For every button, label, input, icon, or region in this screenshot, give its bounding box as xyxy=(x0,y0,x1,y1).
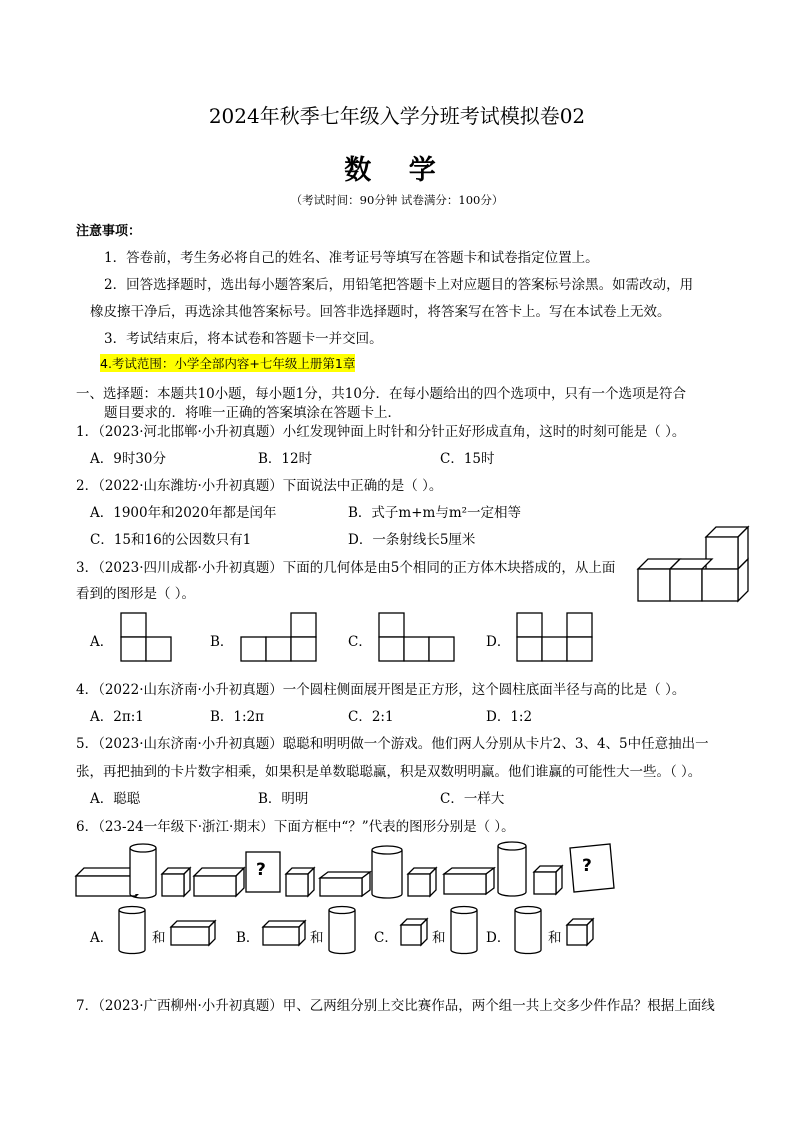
q3-cube-solid-figure xyxy=(638,527,752,607)
q6-option-b-and: 和 xyxy=(310,930,324,946)
q6-option-c-label: C． xyxy=(374,930,398,946)
q6-option-d-label: D． xyxy=(486,930,511,946)
q6-option-a-and: 和 xyxy=(152,930,166,946)
cuboid-shape xyxy=(444,868,494,894)
q3-option-a-label: A． xyxy=(90,634,114,650)
q7-stem: 7．（2023·广西柳州·小升初真题）甲、乙两组分别上交比赛作品，两个组一共上交多少件作品？根据上面线 xyxy=(76,998,715,1014)
q3-option-b-figure xyxy=(240,612,318,662)
question-mark-2: ? xyxy=(582,856,592,876)
q6-option-c-cylinder xyxy=(450,906,480,956)
cuboid-shape xyxy=(320,872,370,896)
q6-option-d-cylinder xyxy=(514,906,544,956)
q5-option-a: A．聪聪 xyxy=(90,791,141,807)
q3-stem-line-2: 看到的图形是（ ）。 xyxy=(76,586,196,602)
notice-item-2-line-2: 橡皮擦干净后，再选涂其他答案标号。回答非选择题时，将答案写在答卡上。写在本试卷上无效。 xyxy=(90,304,671,320)
q6-option-d-and: 和 xyxy=(548,930,562,946)
exam-info: （考试时间：90分钟 试卷满分：100分） xyxy=(290,193,504,207)
q1-stem: 1．（2023·河北邯郸·小升初真题）小红发现钟面上时针和分针正好形成直角，这时的时刻可能是（ ）。 xyxy=(76,424,686,440)
q6-shape-sequence xyxy=(74,842,622,900)
notice-item-4-exam-scope: 4.考试范围：小学全部内容+七年级上册第1章 xyxy=(100,356,356,371)
notice-item-3: 3．考试结束后，将本试卷和答题卡一并交回。 xyxy=(104,331,383,347)
q5-option-c: C．一样大 xyxy=(440,791,505,807)
cube-shape xyxy=(408,868,436,896)
q3-option-c-figure xyxy=(378,612,456,662)
q2-option-b: B．式子m+m与m²一定相等 xyxy=(348,505,522,521)
q3-option-b-label: B． xyxy=(210,634,234,650)
q6-option-c-and: 和 xyxy=(432,930,446,946)
q3-stem-line-1: 3．（2023·四川成都·小升初真题）下面的几何体是由5个相同的正方体木块搭成的，从上面 xyxy=(76,560,616,576)
cube-shape xyxy=(162,868,190,896)
notice-heading: 注意事项： xyxy=(76,224,142,239)
q3-option-a-figure xyxy=(120,612,172,662)
q6-stem: 6．（23-24一年级下·浙江·期末）下面方框中“？”代表的图形分别是（ ）。 xyxy=(76,819,515,835)
q4-stem: 4．（2022·山东济南·小升初真题）一个圆柱侧面展开图是正方形，这个圆柱底面半径与高的比是（ ）。 xyxy=(76,682,686,698)
q5-option-b: B．明明 xyxy=(258,791,309,807)
q2-option-d: D．一条射线长5厘米 xyxy=(348,532,476,548)
exam-title: 2024年秋季七年级入学分班考试模拟卷02 xyxy=(208,104,586,128)
q2-option-a: A．1900年和2020年都是闰年 xyxy=(90,505,277,521)
cylinder-shape xyxy=(130,844,156,898)
q6-option-b-cuboid xyxy=(262,920,308,946)
q6-option-b-cylinder xyxy=(328,906,358,956)
q2-option-c: C．15和16的公因数只有1 xyxy=(90,532,252,548)
question-mark-1: ? xyxy=(256,860,266,880)
q6-option-a-label: A． xyxy=(90,930,114,946)
notice-item-1: 1．答卷前，考生务必将自己的姓名、准考证号等填写在答题卡和试卷指定位置上。 xyxy=(104,250,599,266)
section-1-line-1: 一、选择题：本题共10小题，每小题1分，共10分．在每小题给出的四个选项中，只有一个选项是符合 xyxy=(76,386,686,402)
cylinder-shape xyxy=(372,846,402,898)
q1-option-b: B．12时 xyxy=(258,451,313,467)
q4-option-d: D．1:2 xyxy=(486,709,533,725)
subject-title: 数 学 xyxy=(344,155,450,186)
q3-option-d-figure xyxy=(516,612,594,662)
q6-option-c-cube xyxy=(400,918,430,948)
q1-option-c: C．15时 xyxy=(440,451,495,467)
cylinder-shape xyxy=(498,842,526,896)
q4-option-a: A．2π:1 xyxy=(90,709,144,725)
q3-option-d-label: D． xyxy=(486,634,511,650)
q5-stem-line-1: 5．（2023·山东济南·小升初真题）聪聪和明明做一个游戏。他们两人分别从卡片2、3、4、5中任意抽出一 xyxy=(76,736,709,752)
cube-shape xyxy=(286,868,314,896)
question-mark-box-2 xyxy=(570,844,614,892)
cuboid-shape xyxy=(194,868,244,896)
q1-option-a: A．9时30分 xyxy=(90,451,167,467)
q3-option-c-label: C． xyxy=(348,634,372,650)
q2-stem: 2．（2022·山东潍坊·小升初真题）下面说法中正确的是（ ）。 xyxy=(76,478,443,494)
notice-item-2-line-1: 2．回答选择题时，选出每小题答案后，用铅笔把答题卡上对应题目的答案标号涂黑。如需改动，用 xyxy=(104,277,694,293)
q4-option-b: B．1:2π xyxy=(210,709,265,725)
q6-option-a-cuboid xyxy=(170,920,218,946)
cube-shape xyxy=(534,866,562,894)
section-1-line-2: 题目要求的．将唯一正确的答案填涂在答题卡上． xyxy=(104,405,401,421)
q6-option-d-cube xyxy=(566,918,596,948)
q5-stem-line-2: 张，再把抽到的卡片数字相乘，如果积是单数聪聪赢，积是双数明明赢。他们谁赢的可能性大一些。（ ）。 xyxy=(76,764,702,780)
q4-option-c: C．2:1 xyxy=(348,709,394,725)
q6-option-b-label: B． xyxy=(236,930,260,946)
q6-option-a-cylinder xyxy=(118,906,148,956)
